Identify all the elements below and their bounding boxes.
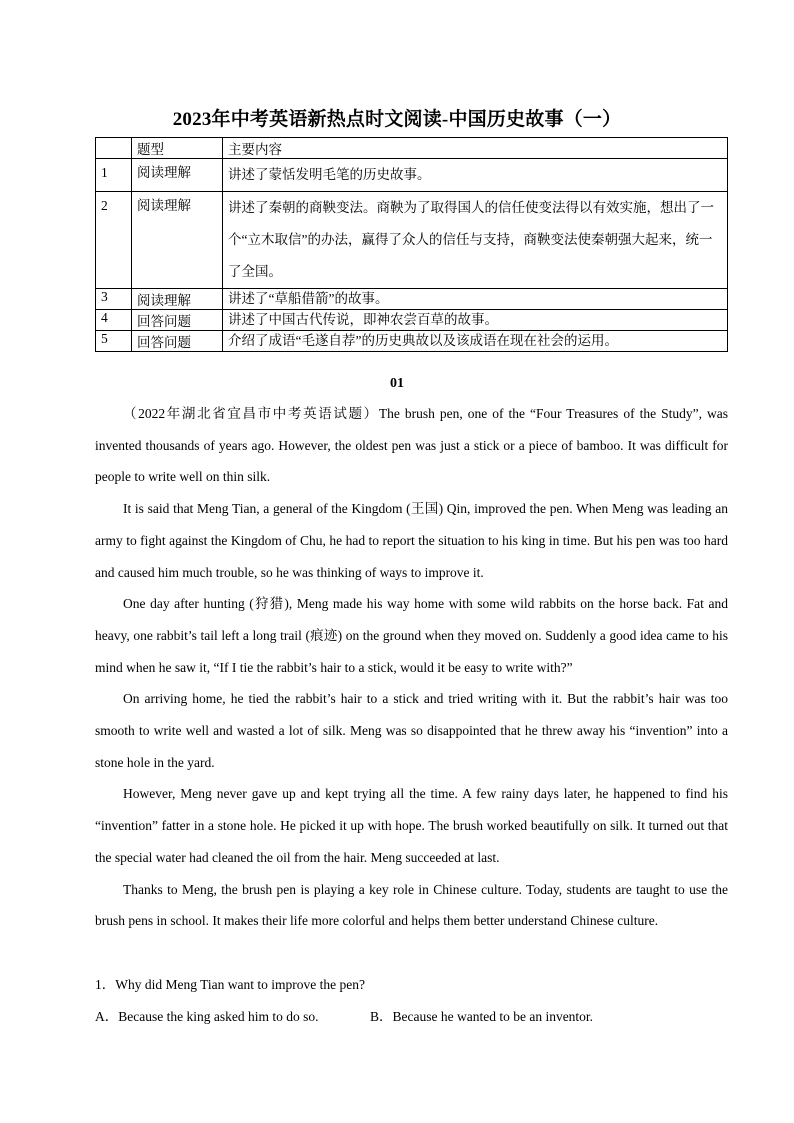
option-a: A．Because the king asked him to do so. (95, 1009, 319, 1024)
question-text: 1．Why did Meng Tian want to improve the pen? (95, 977, 365, 992)
question-options (95, 1007, 728, 1027)
table-row (96, 159, 728, 192)
table-row (96, 310, 728, 331)
option-b: B．Because he wanted to be an inventor. (370, 1009, 594, 1024)
row-type: 阅读理解 (132, 159, 223, 192)
paragraph: It is said that Meng Tian, a general of the Kingdom (王国) Qin, improved the pen. When Meng was leading an army to fight against the Kingdom of Chu, he had to report the situation to his king in time. But his pen was too hard and caused him much trouble, so he was thinking of ways to improve it. (95, 501, 728, 580)
header-cell (96, 138, 132, 159)
paragraph: One day after hunting (狩猎), Meng made his way home with some wild rabbits on the horse back. Fat and heavy, one rabbit’s tail left a long trail (痕迹) on the ground when they moved on. Suddenly a good idea came to his mind when he saw it, “If I tie the rabbit’s hair to a stick, would it be easy to write with?” (95, 596, 728, 675)
row-type: 阅读理解 (132, 192, 223, 289)
row-number: 1 (96, 159, 132, 192)
table-header-row (96, 138, 728, 159)
row-number: 5 (96, 331, 132, 352)
section-heading: 01 (390, 376, 404, 391)
table-row (96, 331, 728, 352)
row-content: 讲述了“草船借箭”的故事。 (223, 289, 728, 310)
row-content: 讲述了秦朝的商鞅变法。商鞅为了取得国人的信任使变法得以有效实施，想出了一个“立木取信”的办法，赢得了众人的信任与支持，商鞅变法使秦朝强大起来，统一了全国。 (223, 192, 728, 289)
table-row (96, 192, 728, 289)
row-content: 介绍了成语“毛遂自荐”的历史典故以及该成语在现在社会的运用。 (223, 331, 728, 352)
paragraph: However, Meng never gave up and kept trying all the time. A few rainy days later, he happened to find his “invention” fatter in a stone hole. He picked it up with hope. The brush worked beautifully on silk. It turned out that the special water had cleaned the oil from the hair. Meng succeeded at last. (95, 786, 728, 865)
table-row (96, 289, 728, 310)
row-content: 讲述了蒙恬发明毛笔的历史故事。 (223, 159, 728, 192)
row-type: 回答问题 (132, 331, 223, 352)
row-type: 阅读理解 (132, 289, 223, 310)
row-number: 3 (96, 289, 132, 310)
paragraph: Thanks to Meng, the brush pen is playing a key role in Chinese culture. Today, students are taught to use the brush pens in school. It makes their life more colorful and helps them better understand Chinese culture. (95, 881, 728, 929)
row-number: 4 (96, 310, 132, 331)
passage (95, 398, 728, 937)
header-cell: 题型 (132, 138, 223, 159)
page-title: 2023年中考英语新热点时文阅读-中国历史故事（一） (172, 109, 622, 130)
paragraph: On arriving home, he tied the rabbit’s hair to a stick and tried writing with it. But the rabbit’s hair was too smooth to write well and wasted a lot of silk. Meng was so disappointed that he threw away his “invention” into a stone hole in the yard. (95, 691, 728, 770)
header-cell: 主要内容 (223, 138, 728, 159)
row-number: 2 (96, 192, 132, 289)
row-content: 讲述了中国古代传说，即神农尝百草的故事。 (223, 310, 728, 331)
summary-table (95, 137, 728, 352)
row-type: 回答问题 (132, 310, 223, 331)
paragraph: （2022年湖北省宜昌市中考英语试题）The brush pen, one of the “Four Treasures of the Study”, was invented thousands of years ago. However, the oldest pen was just a stick or a piece of bamboo. It was difficult for people to write well on thin silk. (95, 406, 728, 485)
